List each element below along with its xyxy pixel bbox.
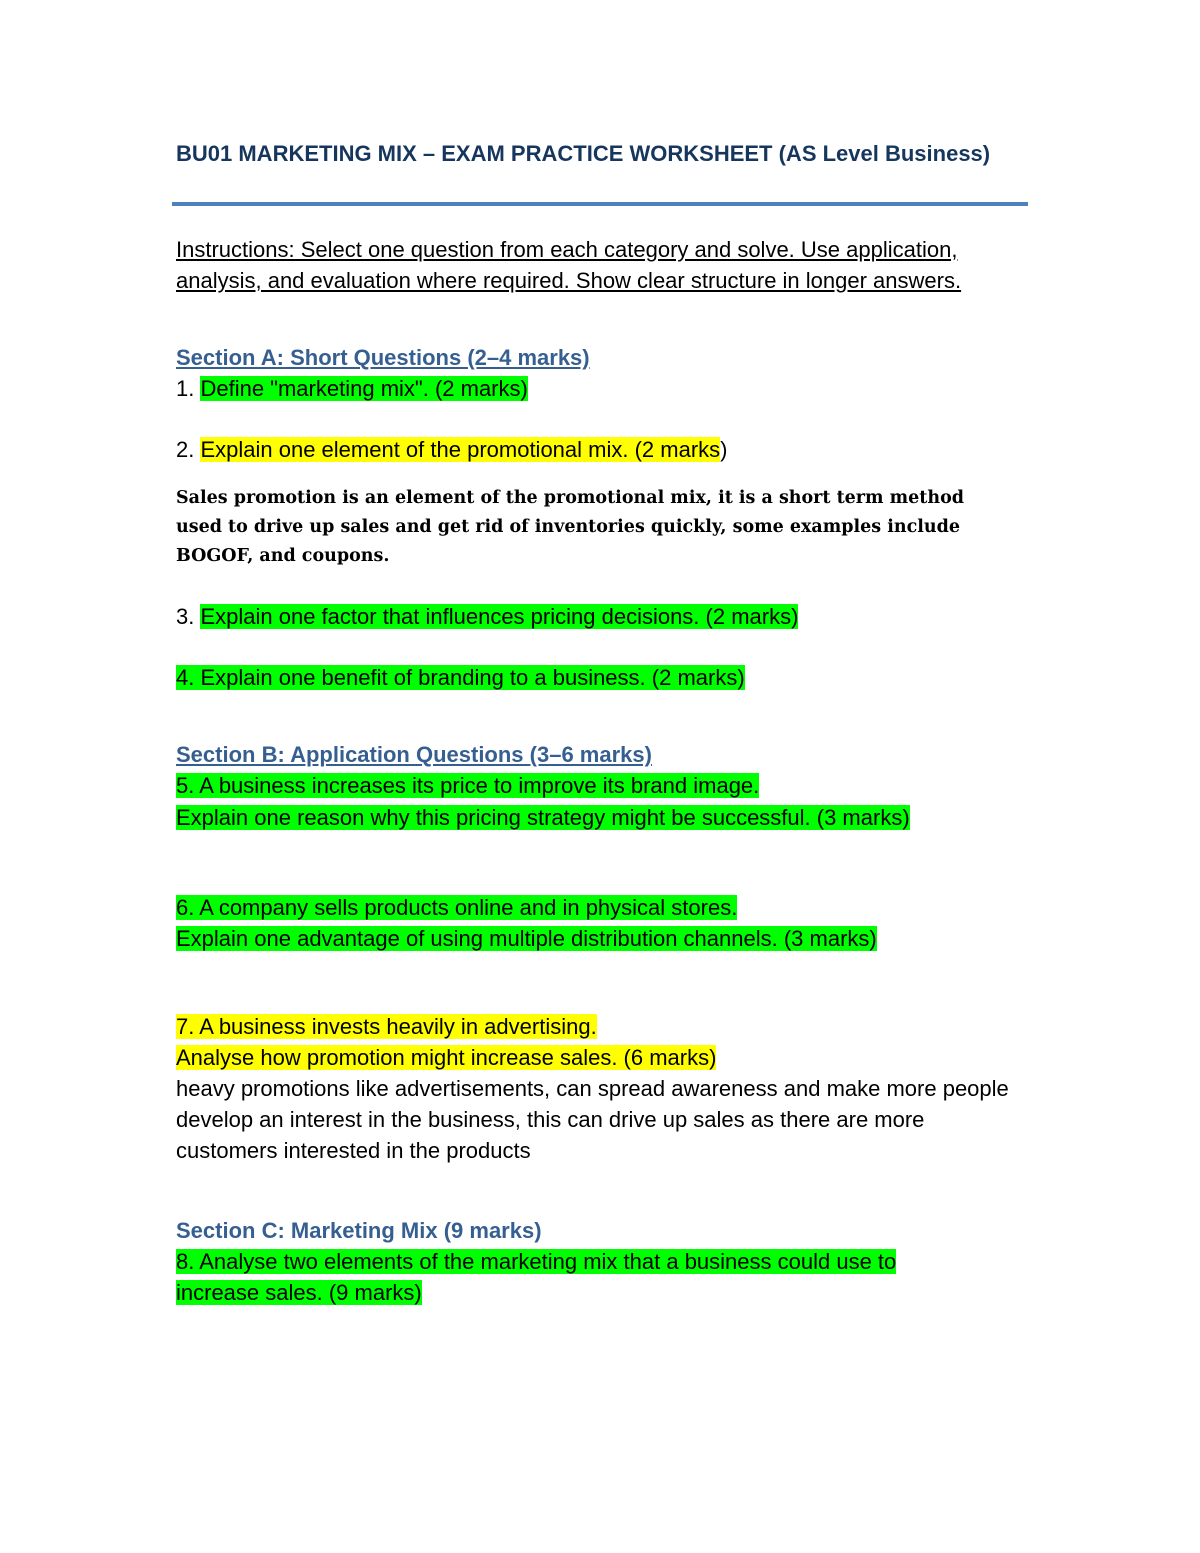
question-6-scenario: 6. A company sells products online and in physical stores. xyxy=(176,895,738,920)
section-c-heading: Section C: Marketing Mix (9 marks) xyxy=(176,1218,542,1243)
title-divider xyxy=(172,202,1028,206)
question-5-scenario: 5. A business increases its price to improve its brand image. xyxy=(176,773,760,798)
question-8-line-1 xyxy=(176,1246,896,1277)
question-5-line-1 xyxy=(176,770,759,801)
question-6-line-2 xyxy=(176,923,877,954)
question-2-text: Explain one element of the promotional mix. (2 marks xyxy=(200,437,721,462)
page-title: BU01 MARKETING MIX – EXAM PRACTICE WORKSHEET (AS Level Business) xyxy=(176,141,991,166)
question-2-number: 2. xyxy=(176,437,201,462)
worksheet-page xyxy=(176,140,1036,1305)
section-a-heading: Section A: Short Questions (2–4 marks) xyxy=(176,345,590,370)
question-2 xyxy=(176,434,727,465)
question-7-scenario: 7. A business invests heavily in advertising. xyxy=(176,1014,597,1039)
question-1-number: 1. xyxy=(176,376,201,401)
section-b-heading: Section B: Application Questions (3–6 marks) xyxy=(176,742,652,767)
question-5-line-2 xyxy=(176,802,910,833)
instructions-text: Instructions: Select one question from each category and solve. Use application, analysis, and evaluation where required. Show clear structure in longer answers. xyxy=(176,237,962,293)
question-4-text: 4. Explain one benefit of branding to a business. (2 marks) xyxy=(176,665,745,690)
question-4 xyxy=(176,662,745,693)
question-7-line-1 xyxy=(176,1011,597,1042)
question-1-text: Define "marketing mix". (2 marks) xyxy=(200,376,528,401)
question-1 xyxy=(176,373,528,404)
question-5-task: Explain one reason why this pricing strategy might be successful. (3 marks) xyxy=(176,805,910,830)
question-3 xyxy=(176,601,798,632)
question-7-answer: heavy promotions like advertisements, can spread awareness and make more people develop an interest in the business, this can drive up sales as there are more customers interested in the products xyxy=(176,1076,1009,1163)
question-2-answer: Sales promotion is an element of the promotional mix, it is a short term method used to drive up sales and get rid of inventories quickly, some examples include BOGOF, and coupons. xyxy=(176,488,964,566)
question-8-line-2 xyxy=(176,1277,422,1308)
question-2-close: ) xyxy=(720,437,728,462)
question-6-line-1 xyxy=(176,892,737,923)
question-8-text-2: increase sales. (9 marks) xyxy=(176,1280,422,1305)
question-3-number: 3. xyxy=(176,604,201,629)
question-7-task: Analyse how promotion might increase sales. (6 marks) xyxy=(176,1045,717,1070)
question-7-line-2 xyxy=(176,1042,716,1073)
question-8-text-1: 8. Analyse two elements of the marketing mix that a business could use to xyxy=(176,1249,897,1274)
question-6-task: Explain one advantage of using multiple distribution channels. (3 marks) xyxy=(176,926,877,951)
question-3-text: Explain one factor that influences pricing decisions. (2 marks) xyxy=(200,604,799,629)
